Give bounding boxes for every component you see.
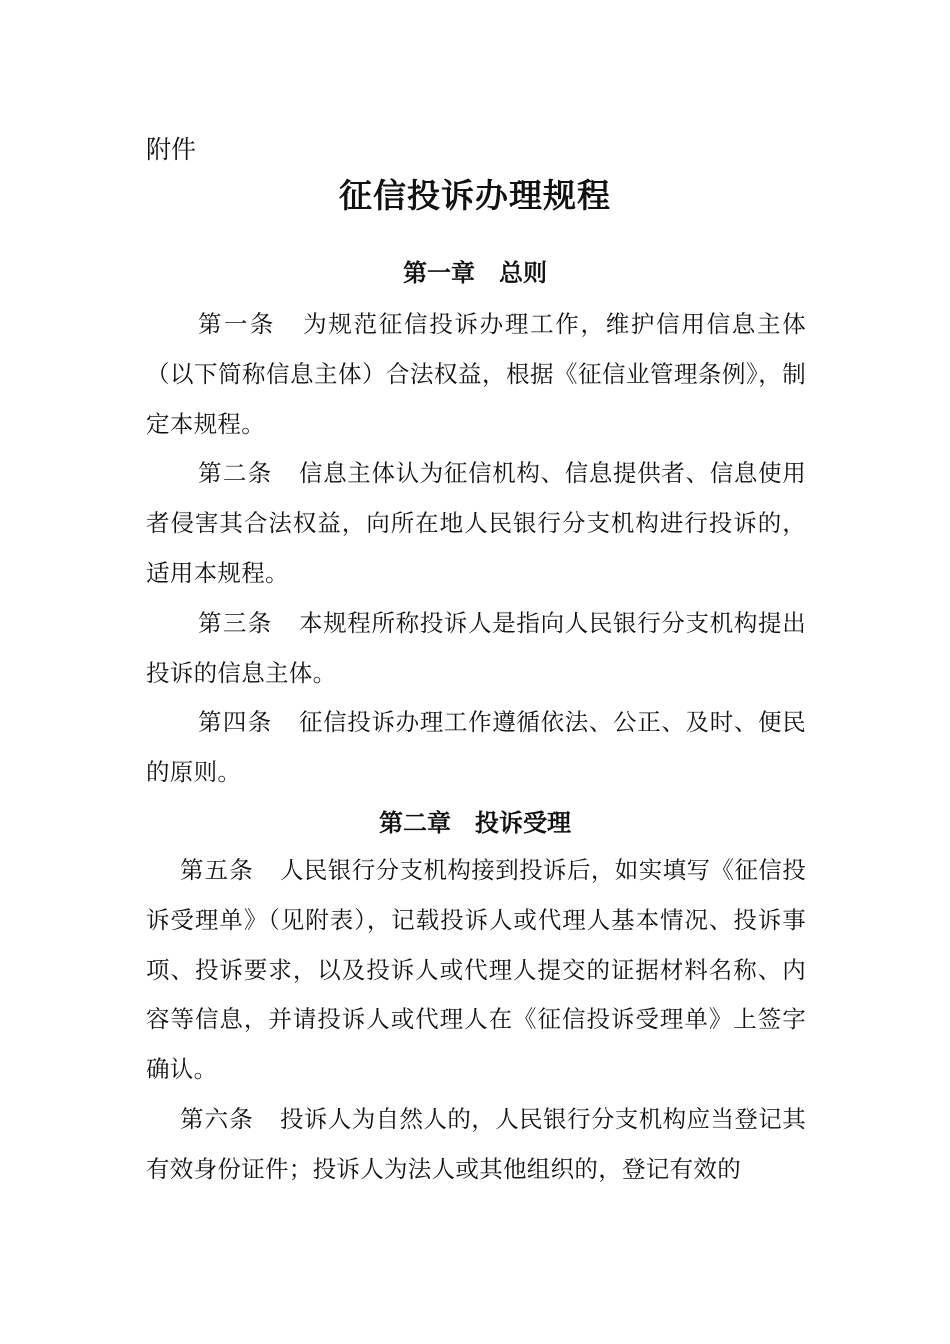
article-number: 第五条 [180,856,254,884]
chapter-heading [0,256,950,290]
article [146,1095,806,1195]
article [146,449,806,598]
attachment-label: 附件 [146,135,197,164]
article-text: 为规范征信投诉办理工作，维护信用信息主体（以下简称信息主体）合法权益，根据《征信业管理条例》，制定本规程。 [146,310,807,438]
article-text: 信息主体认为征信机构、信息提供者、信息使用者侵害其合法权益，向所在地人民银行分支机构进行投诉的，适用本规程。 [146,459,806,587]
article-text: 征信投诉办理工作遵循依法、公正、及时、便民的原则。 [146,708,806,787]
article-text: 投诉人为自然人的，人民银行分支机构应当登记其有效身份证件；投诉人为法人或其他组织的，登记有效的 [146,1104,807,1183]
chapter-heading [0,806,950,840]
article [146,300,806,449]
chapter-body [146,300,806,798]
article [146,599,806,699]
article-number: 第四条 [198,708,273,737]
article-number: 第六条 [180,1104,254,1133]
chapter-body [146,846,806,1195]
article-number: 第一条 [198,310,276,338]
article [146,698,806,798]
chapter-number: 第一章 [403,259,475,287]
article-number: 第三条 [198,608,273,637]
document-title: 征信投诉办理规程 [339,176,611,215]
article-text: 人民银行分支机构接到投诉后，如实填写《征信投诉受理单》（见附表），记载投诉人或代理人基本情况、投诉事项、投诉要求，以及投诉人或代理人提交的证据材料名称、内容等信息，并请投诉人或代理人在《征信投诉受理单》上签字确认。 [146,856,807,1084]
chapter-name: 投诉受理 [475,809,571,837]
chapter-name: 总则 [499,259,547,287]
article-number: 第二条 [198,459,273,488]
chapter-number: 第二章 [379,809,451,837]
article-text: 本规程所称投诉人是指向人民银行分支机构提出投诉的信息主体。 [146,608,806,687]
article [146,846,806,1095]
